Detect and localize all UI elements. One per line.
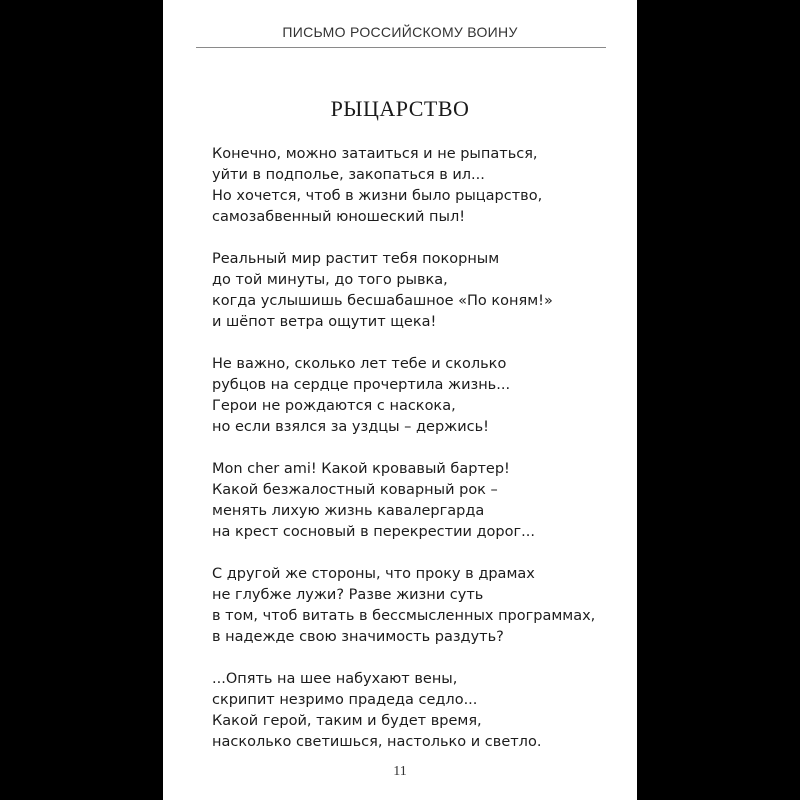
- stanza-5: [212, 564, 622, 648]
- poem-line: Конечно, можно затаиться и не рыпаться,: [212, 146, 538, 162]
- poem-line: Не важно, сколько лет тебе и сколько: [212, 356, 507, 372]
- poem-line: ...Опять на шее набухают вены,: [212, 671, 458, 687]
- poem-line: и шёпот ветра ощутит щека!: [212, 314, 437, 330]
- book-page: [163, 0, 637, 800]
- header-rule: [196, 47, 606, 48]
- poem-line: рубцов на сердце прочертила жизнь...: [212, 377, 511, 393]
- poem-body: [212, 144, 622, 753]
- stanza-2: [212, 249, 622, 333]
- stanza-1: [212, 144, 622, 228]
- poem-line: уйти в подполье, закопаться в ил...: [212, 167, 485, 183]
- stanza-6: [212, 669, 622, 753]
- poem-line: не глубже лужи? Разве жизни суть: [212, 587, 484, 603]
- poem-line: в надежде свою значимость раздуть?: [212, 629, 504, 645]
- stanza-4: [212, 459, 622, 543]
- stanza-3: [212, 354, 622, 438]
- poem-line: насколько светишься, настолько и светло.: [212, 734, 542, 750]
- poem-line: на крест сосновый в перекрестии дорог...: [212, 524, 535, 540]
- poem-line: в том, чтоб витать в бессмысленных программах,: [212, 608, 596, 624]
- poem-line: но если взялся за уздцы – держись!: [212, 419, 489, 435]
- poem-title: РЫЦАРСТВО: [330, 96, 470, 121]
- poem-line: Какой герой, таким и будет время,: [212, 713, 482, 729]
- poem-line: менять лихую жизнь кавалергарда: [212, 503, 485, 519]
- poem-line: Mon cher ami! Какой кровавый бартер!: [212, 461, 510, 477]
- poem-line: Реальный мир растит тебя покорным: [212, 251, 500, 267]
- poem-line: когда услышишь бесшабашное «По коням!»: [212, 293, 553, 309]
- poem-line: самозабвенный юношеский пыл!: [212, 209, 466, 225]
- poem-line: С другой же стороны, что проку в драмах: [212, 566, 535, 582]
- poem-line: Но хочется, чтоб в жизни было рыцарство,: [212, 188, 543, 204]
- poem-line: до той минуты, до того рывка,: [212, 272, 448, 288]
- poem-line: скрипит незримо прадеда седло...: [212, 692, 478, 708]
- left-dark-margin: [0, 0, 163, 800]
- right-dark-margin: [637, 0, 800, 800]
- poem-line: Герои не рождаются с наскока,: [212, 398, 456, 414]
- page-number: 11: [393, 764, 407, 779]
- poem-line: Какой безжалостный коварный рок –: [212, 482, 498, 498]
- running-head: ПИСЬМО РОССИЙСКОМУ ВОИНУ: [282, 24, 518, 40]
